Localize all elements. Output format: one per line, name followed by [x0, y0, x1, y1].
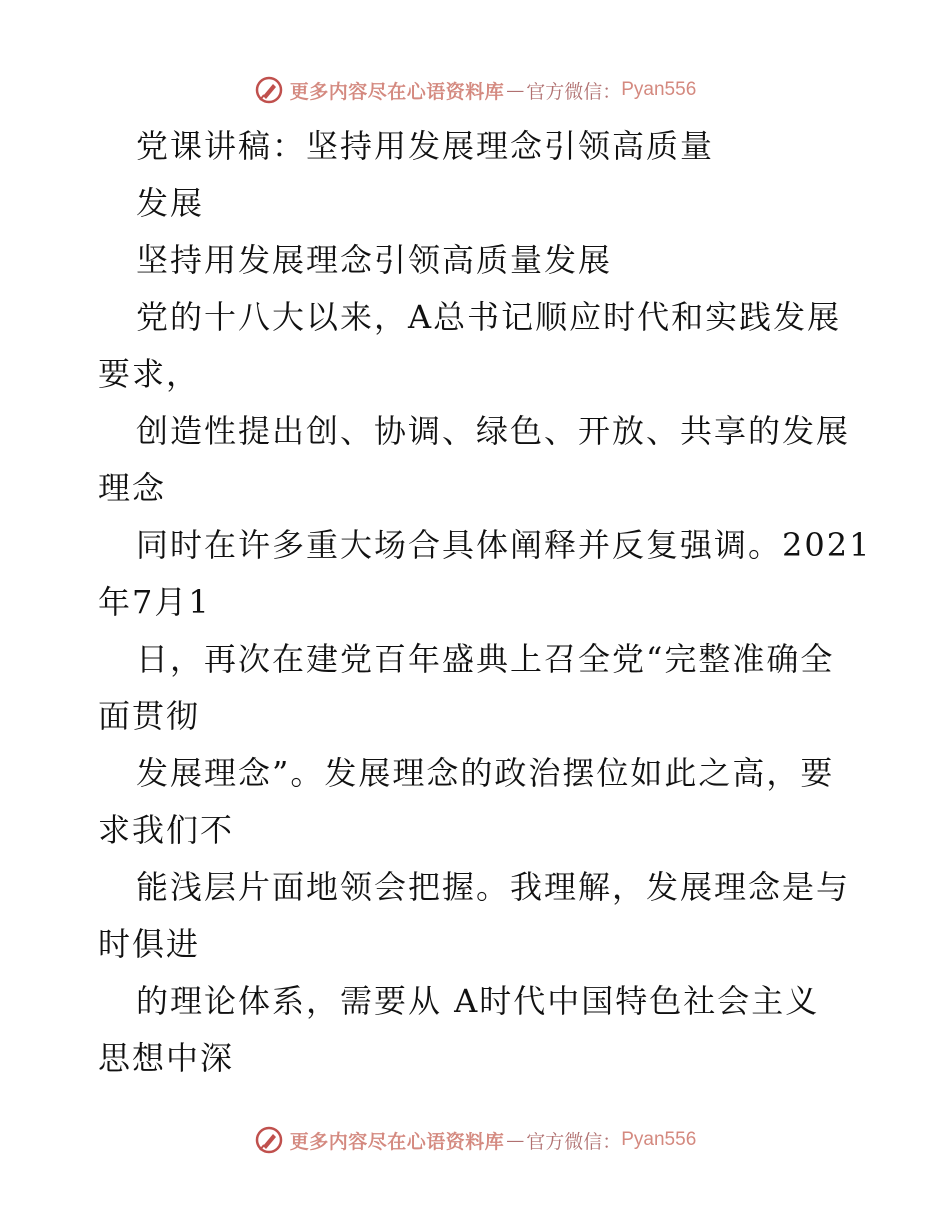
document-line: 理念 — [98, 469, 167, 507]
pen-circle-icon — [254, 1125, 284, 1155]
document-line: 面贯彻 — [98, 697, 201, 735]
document-line: 创造性提出创、协调、绿色、开放、共享的发展 — [136, 412, 851, 450]
document-line: 求我们不 — [98, 811, 235, 849]
watermark-separator: — — [506, 1129, 525, 1151]
document-line: 同时在许多重大场合具体阐释并反复强调。2021 — [136, 526, 872, 564]
document-line: 能浅层片面地领会把握。我理解，发展理念是与 — [136, 868, 851, 906]
watermark-separator: — — [506, 79, 525, 101]
document-line: 日，再次在建党百年盛典上召全党“完整准确全 — [136, 640, 835, 678]
watermark-official-label: 官方微信： — [526, 80, 622, 103]
document-line: 党课讲稿：坚持用发展理念引领高质量 — [136, 127, 715, 165]
watermark-wechat-id: Pyan556 — [621, 79, 697, 100]
document-line: 坚持用发展理念引领高质量发展 — [136, 241, 613, 279]
watermark-site-text: 更多内容尽在心语资料库 — [289, 1130, 505, 1153]
watermark-site-text: 更多内容尽在心语资料库 — [289, 80, 505, 103]
watermark-banner-bottom — [0, 1122, 950, 1158]
document-line: 要求， — [98, 355, 201, 393]
document-line: 发展理念”。发展理念的政治摆位如此之高，要 — [136, 754, 835, 792]
watermark-official-label: 官方微信： — [526, 1130, 622, 1153]
document-line: 的理论体系，需要从 A时代中国特色社会主义 — [136, 982, 820, 1020]
document-line: 思想中深 — [98, 1039, 235, 1077]
pen-circle-icon — [254, 75, 284, 105]
document-line: 党的十八大以来，A总书记顺应时代和实践发展 — [136, 298, 842, 336]
watermark-wechat-id: Pyan556 — [621, 1129, 697, 1150]
watermark-banner-top — [0, 72, 950, 108]
document-line: 发展 — [136, 184, 205, 222]
document-body — [98, 118, 872, 1087]
document-line: 时俱进 — [98, 925, 201, 963]
document-line: 年7月1 — [98, 583, 211, 621]
